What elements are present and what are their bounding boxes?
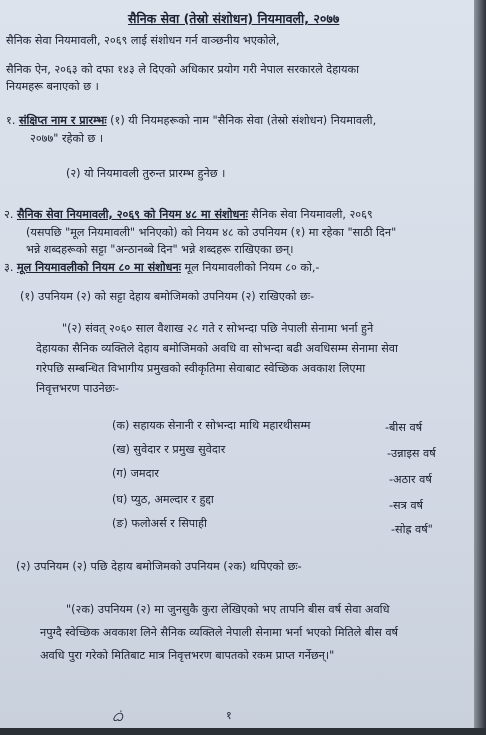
section-3-number: ३. [4, 261, 14, 274]
table-row-years: -अठार वर्ष [389, 473, 432, 486]
table-row-years: -सोह्र वर्ष" [391, 523, 433, 536]
table-row-rank: (क) सहायक सेनानी र सोभन्दा माथि महारथीसम्म [112, 419, 311, 432]
table-row-years: -उन्नाइस वर्ष [387, 447, 436, 460]
section-2-text: सैनिक सेवा नियमावली, २०६९ [247, 208, 373, 221]
section-1-number: १. [6, 114, 16, 127]
table-row-years: -सत्र वर्ष [389, 499, 424, 512]
quoted-rule-2a-line-2: नपुग्दै स्वेच्छिक अवकाश लिने सैनिक व्यक्तिले नेपाली सेनामा भर्ना भएको मितिले बीस वर्ष [40, 626, 399, 639]
section-1-heading: संक्षिप्त नाम र प्रारम्भः [18, 114, 107, 127]
section-3-heading: मूल नियमावलीको नियम ८० मा संशोधनः [16, 261, 181, 274]
preamble-line-1: सैनिक सेवा नियमावली, २०६९ लाई संशोधन गर्न वाञ्छनीय भएकोले, [6, 34, 280, 47]
section-3-text: मूल नियमावलीको नियम ८० को,- [181, 261, 320, 274]
section-3-line-1 [4, 261, 319, 275]
handwritten-signature: ᜊᜒ [112, 710, 124, 725]
section-3-subrule-1: (१) उपनियम (२) को सट्टा देहाय बमोजिमको उपनियम (२) राखिएको छः- [20, 290, 315, 303]
page-number: १ [226, 709, 232, 722]
section-1-line-1 [6, 114, 376, 128]
preamble-line-3: नियमहरू बनाएको छ । [6, 80, 99, 93]
table-row-rank: (ग) जमदार [112, 467, 159, 480]
table-row-rank: (ख) सुवेदार र प्रमुख सुवेदार [112, 443, 226, 456]
section-2-heading: सैनिक सेवा नियमावली, २०६९ को नियम ४८ मा संशोधनः [16, 208, 248, 221]
section-1-text: (१) यी नियमहरूको नाम "सैनिक सेवा (तेस्रो संशोधन) नियमावली, [106, 114, 377, 127]
section-3-subrule-2: (२) उपनियम (२) पछि देहाय बमोजिमको उपनियम (२क) थपिएको छः- [16, 560, 302, 573]
section-1-subrule-2: (२) यो नियमावली तुरुन्त प्रारम्भ हुनेछ । [66, 167, 226, 180]
section-1-line-2: २०७७" रहेको छ । [30, 132, 104, 145]
section-2-line-1 [4, 208, 373, 222]
quoted-rule-line-1: "(२) संवत् २०६० साल वैशाख २८ गते र सोभन्दा पछि नेपाली सेनामा भर्ना हुने [62, 322, 374, 335]
page-bottom-shadow [0, 728, 486, 735]
quoted-rule-2a-line-3: अवधि पुरा गरेको मितिबाट मात्र निवृत्तभरण बापतको रकम प्राप्त गर्नेछन्।" [40, 649, 335, 662]
table-row-rank: (ङ) फलोअर्स र सिपाही [112, 517, 207, 530]
section-2-line-3: भन्ने शब्दहरूको सट्टा "अन्ठानब्बे दिन" भन्ने शब्दहरू राखिएका छन्। [26, 243, 294, 256]
quoted-rule-line-3: गरेपछि सम्बन्धित विभागीय प्रमुखको स्वीकृतिमा सेवाबाट स्वेच्छिक अवकाश लिएमा [36, 362, 366, 375]
quoted-rule-line-2: देहायका सैनिक व्यक्तिले देहाय बमोजिमको अवधि वा सोभन्दा बढी अवधिसम्म सेनामा सेवा [36, 342, 398, 355]
quoted-rule-2a-line-1: "(२क) उपनियम (२) मा जुनसुकै कुरा लेखिएको भए तापनि बीस वर्ष सेवा अवधि [66, 603, 390, 616]
table-row-rank: (घ) प्युठ, अमल्दार र हुद्दा [112, 493, 214, 506]
preamble-line-2: सैनिक ऐन, २०६३ को दफा १४३ ले दिएको अधिकार प्रयोग गरी नेपाल सरकारले देहायका [6, 63, 360, 76]
section-2-line-2: (यसपछि "मूल नियमावली" भनिएको) को नियम ४८ को उपनियम (१) मा रहेका "साठी दिन" [26, 226, 397, 239]
quoted-rule-line-4: निवृत्तभरण पाउनेछः- [36, 382, 119, 395]
section-2-number: २. [4, 208, 14, 221]
page-edge-shadow [474, 0, 486, 735]
document-title: सैनिक सेवा (तेस्रो संशोधन) नियमावली, २०७७ [128, 11, 340, 26]
table-row-years: -बीस वर्ष [385, 421, 423, 434]
